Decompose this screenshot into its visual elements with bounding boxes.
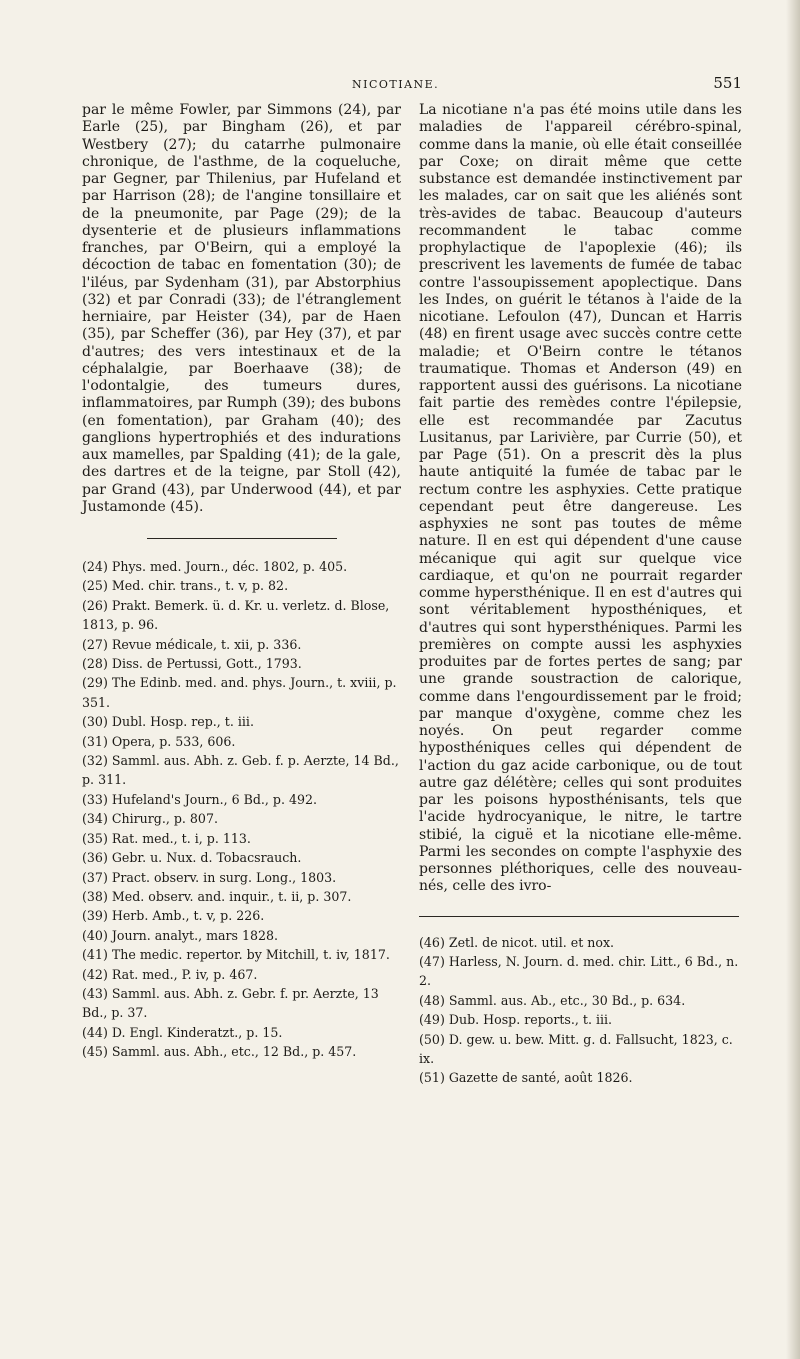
left-column (82, 102, 401, 1062)
footnote-47: (47) Harless, N. Journ. d. med. chir. Litt., 6 Bd., n. 2. (419, 953, 739, 989)
footnote-44: (44) D. Engl. Kinderatzt., p. 15. (82, 1024, 283, 1040)
running-head (0, 74, 800, 98)
footnote-51: (51) Gazette de santé, août 1826. (419, 1070, 633, 1086)
footnote-30: (30) Dubl. Hosp. rep., t. iii. (82, 714, 254, 730)
left-body-paragraph: par le même Fowler, par Simmons (24), par Earle (25), par Bingham (26), et par Westbery (27); du catarrhe pulmonaire chronique, de l'asthme, de la coqueluche, par Gegner, par Thilenius, par Hufeland et par Harrison (28); de l'angine tonsillaire et de la pneumonite, par Page (29); de la dysenterie et de plusieurs inflammations franches, par O'Beirn, qui a employé la décoction de tabac en fomentation (30); de l'iléus, par Sydenham (31), par Abstorphius (32) et par Conradi (33); de l'étranglement herniaire, par Heister (34), par de Haen (35), par Scheffer (36), par Hey (37), et par d'autres; des vers intestinaux et de la céphalalgie, par Boerhaave (38); de l'odontalgie, des tumeurs dures, inflammatoires, par Rumph (39); des bubons (en fomentation), par Graham (40); des ganglions hypertrophiés et des indurations aux mamelles, par Spalding (41); de la gale, des dartres et de la teigne, par Stoll (42), par Grand (43), par Underwood (44), et par Justamonde (45). (82, 102, 401, 515)
footnote-27: (27) Revue médicale, t. xii, p. 336. (82, 636, 302, 652)
footnote-37: (37) Pract. observ. in surg. Long., 1803. (82, 869, 337, 885)
footnote-28: (28) Diss. de Pertussi, Gott., 1793. (82, 656, 302, 672)
footnote-49: (49) Dub. Hosp. reports., t. iii. (419, 1012, 613, 1028)
running-title: NICOTIANE. (352, 78, 440, 91)
left-footnotes (82, 557, 401, 1062)
footnote-rule (419, 916, 739, 917)
footnote-46: (46) Zetl. de nicot. util. et nox. (419, 934, 615, 950)
footnote-40: (40) Journ. analyt., mars 1828. (82, 927, 279, 943)
right-body-paragraph: La nicotiane n'a pas été moins utile dans les maladies de l'appareil cérébro-spinal, comme dans la manie, où elle était conseillée par Coxe; on dirait même que cette substance est demandée instinctivement par les malades, car on sait que les aliénés sont très-avides de tabac. Beaucoup d'auteurs recommandent le tabac comme prophylactique de l'apoplexie (46); ils prescrivent les lavements de fumée de tabac contre l'assoupissement apoplectique. Dans les Indes, on guérit le tétanos à l'aide de la nicotiane. Lefoulon (47), Duncan et Harris (48) en firent usage avec succès contre cette maladie; et O'Beirn contre le tétanos traumatique. Thomas et Anderson (49) en rapportent aussi des guérisons. La nicotiane fait partie des remèdes contre l'épilepsie, elle est recommandée par Zacutus Lusitanus, par Larivière, par Currie (50), et par Page (51). On a prescrit dès la plus haute antiquité la fumée de tabac par le rectum contre les asphyxies. Cette pratique cependant peut être dangereuse. Les asphyxies ne sont pas toutes de même nature. Il en est qui dépendent d'une cause mécanique qui agit sur quelque vice cardiaque, et qu'on ne pourrait regarder comme hypersthénique. Il en est d'autres qui sont véritablement hyposthéniques, et d'autres qui sont hypersthéniques. Parmi les premières on compte aussi les asphyxies produites par de fortes pertes de sang; par une grande soustraction de calorique, comme dans l'engourdissement par le froid; par manque d'oxygène, comme chez les noyés. On peut regarder comme hyposthéniques celles qui dépendent de l'action du gaz acide carbonique, ou de tout autre gaz délétère; celles qui sont produites par les poisons hyposthénisants, tels que l'acide hydrocyanique, le nitre, le tartre stibié, la ciguë et la nicotiane elle-même. Parmi les secondes on compte l'asphyxie des personnes pléthoriques, celle des nouveau-nés, celle des ivro- (419, 102, 742, 895)
footnote-33: (33) Hufeland's Journ., 6 Bd., p. 492. (82, 791, 318, 807)
footnote-50: (50) D. gew. u. bew. Mitt. g. d. Fallsucht, 1823, c. ix. (419, 1031, 733, 1066)
footnote-45: (45) Samml. aus. Abh., etc., 12 Bd., p. 457. (82, 1044, 357, 1060)
page-edge-shadow (786, 0, 800, 1359)
footnote-43: (43) Samml. aus. Abh. z. Gebr. f. pr. Aerzte, 13 Bd., p. 37. (82, 985, 379, 1021)
footnote-36: (36) Gebr. u. Nux. d. Tobacsrauch. (82, 850, 302, 866)
page-number: 551 (713, 74, 742, 92)
footnote-24: (24) Phys. med. Journ., déc. 1802, p. 405. (82, 559, 348, 574)
footnote-34: (34) Chirurg., p. 807. (82, 811, 218, 827)
footnote-35: (35) Rat. med., t. i, p. 113. (82, 830, 251, 846)
footnote-26: (26) Prakt. Bemerk. ü. d. Kr. u. verletz. d. Blose, 1813, p. 96. (82, 597, 390, 633)
right-footnotes (419, 933, 742, 1088)
footnote-39: (39) Herb. Amb., t. v, p. 226. (82, 908, 265, 924)
footnote-rule (147, 538, 337, 539)
footnote-42: (42) Rat. med., P. iv, p. 467. (82, 966, 258, 982)
footnote-32: (32) Samml. aus. Abh. z. Geb. f. p. Aerzte, 14 Bd., p. 311. (82, 753, 399, 788)
footnote-29: (29) The Edinb. med. and. phys. Journ., t. xviii, p. 351. (82, 675, 397, 710)
footnote-41: (41) The medic. repertor. by Mitchill, t. iv, 1817. (82, 947, 390, 963)
footnote-25: (25) Med. chir. trans., t. v, p. 82. (82, 578, 289, 594)
right-column (419, 102, 742, 1088)
footnote-48: (48) Samml. aus. Ab., etc., 30 Bd., p. 634. (419, 992, 686, 1008)
footnote-38: (38) Med. observ. and. inquir., t. ii, p. 307. (82, 888, 352, 904)
footnote-31: (31) Opera, p. 533, 606. (82, 733, 236, 749)
